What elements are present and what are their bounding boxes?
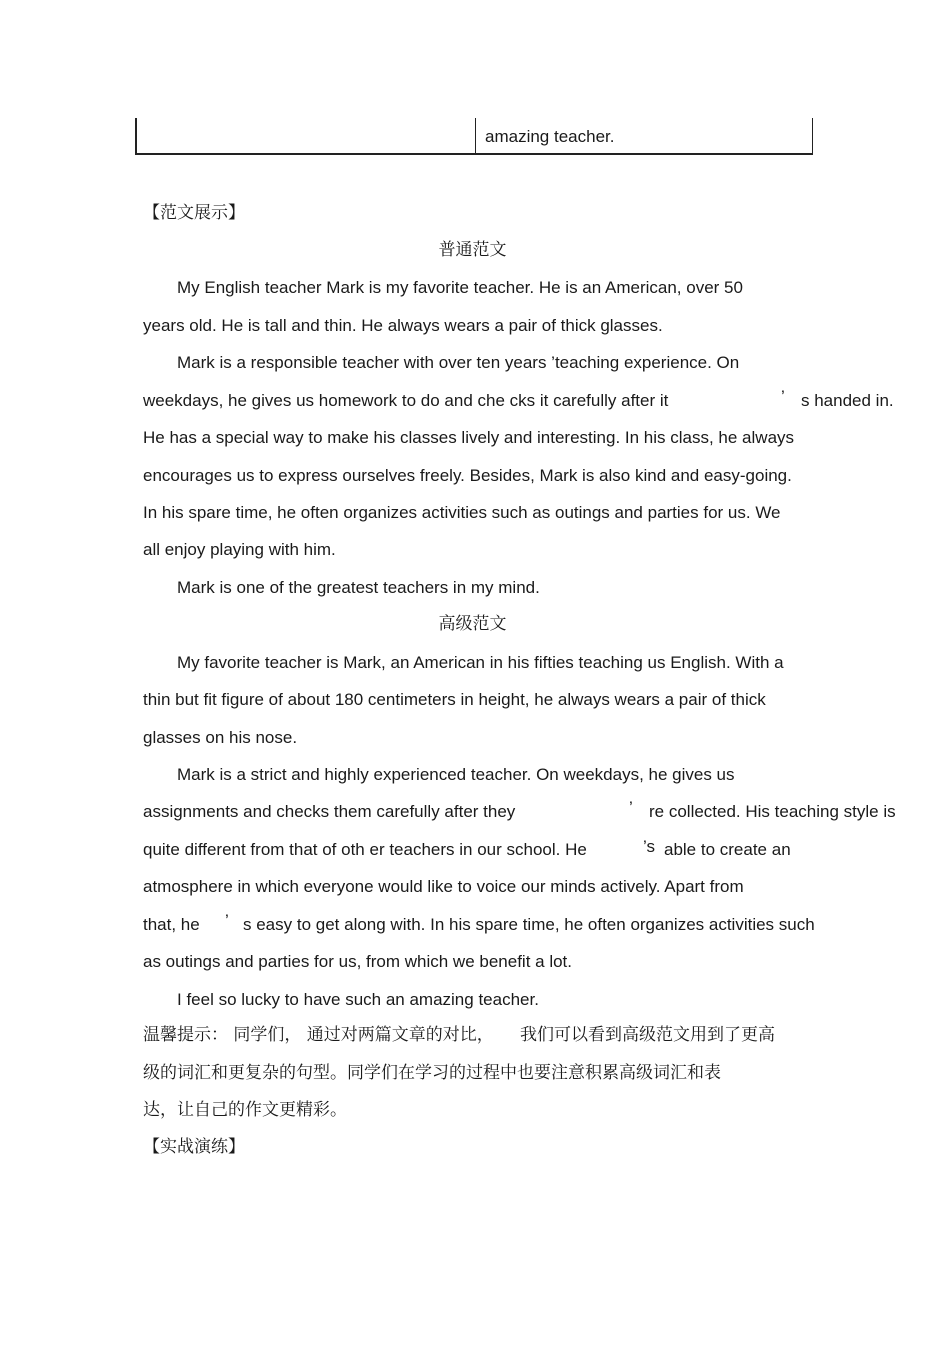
advanced-essay-apostrophe: ’	[225, 911, 229, 930]
normal-essay-apostrophe: ’	[781, 387, 785, 406]
normal-essay-line: Mark is a responsible teacher with over ten years ’teaching experience. On	[177, 353, 740, 372]
normal-essay-line: Mark is one of the greatest teachers in my mind.	[177, 578, 540, 597]
normal-essay-line: s handed in.	[801, 391, 894, 410]
advanced-essay-line: glasses on his nose.	[143, 728, 298, 747]
normal-essay-line: In his spare time, he often organizes activities such as outings and parties for us. We	[143, 503, 781, 522]
advanced-essay-title: 高级范文	[438, 614, 507, 634]
tip-line: 温馨提示： 同学们， 通过对两篇文章的对比，	[143, 1025, 494, 1045]
tip-line: 我们可以看到高级范文用到了更高	[520, 1025, 775, 1045]
advanced-essay-line: My favorite teacher is Mark, an American in his fifties teaching us English. With a	[177, 653, 784, 672]
normal-essay-title: 普通范文	[438, 240, 507, 260]
advanced-essay-line: that, he	[143, 915, 200, 934]
advanced-essay-line: re collected. His teaching style is	[649, 802, 896, 821]
normal-essay-line: years old. He is tall and thin. He always wears a pair of thick glasses.	[143, 316, 663, 335]
advanced-essay-line: s easy to get along with. In his spare time, he often organizes activities such	[243, 915, 815, 934]
advanced-essay-contraction: ’s	[643, 837, 655, 856]
normal-essay-line: My English teacher Mark is my favorite teacher. He is an American, over 50	[177, 278, 743, 297]
advanced-essay-line: thin but fit figure of about 180 centimeters in height, he always wears a pair of thick	[143, 690, 766, 709]
advanced-essay-line: as outings and parties for us, from which we benefit a lot.	[143, 952, 573, 971]
section-heading-sample: 【范文展示】	[143, 203, 245, 223]
table-column-divider	[475, 118, 476, 153]
normal-essay-line: all enjoy playing with him.	[143, 540, 336, 559]
advanced-essay-line: I feel so lucky to have such an amazing teacher.	[177, 990, 539, 1009]
advanced-essay-line: Mark is a strict and highly experienced teacher. On weekdays, he gives us	[177, 765, 735, 784]
tip-line: 级的词汇和更复杂的句型。同学们在学习的过程中也要注意积累高级词汇和表	[143, 1063, 721, 1083]
normal-essay-line: weekdays, he gives us homework to do and che cks it carefully after it	[143, 391, 669, 410]
normal-essay-line: encourages us to express ourselves freely. Besides, Mark is also kind and easy-going.	[143, 466, 792, 485]
table-cell: amazing teacher.	[485, 127, 615, 146]
advanced-essay-line: atmosphere in which everyone would like to voice our minds actively. Apart from	[143, 877, 744, 896]
table-fragment	[135, 118, 813, 155]
section-heading-practice: 【实战演练】	[143, 1137, 245, 1157]
normal-essay-line: He has a special way to make his classes lively and interesting. In his class, he always	[143, 428, 795, 447]
advanced-essay-apostrophe: ’	[629, 798, 633, 817]
advanced-essay-line: able to create an	[664, 840, 791, 859]
tip-line: 达，让自己的作文更精彩。	[143, 1100, 347, 1120]
advanced-essay-line: assignments and checks them carefully after they	[143, 802, 516, 821]
advanced-essay-line: quite different from that of oth er teachers in our school. He	[143, 840, 587, 859]
